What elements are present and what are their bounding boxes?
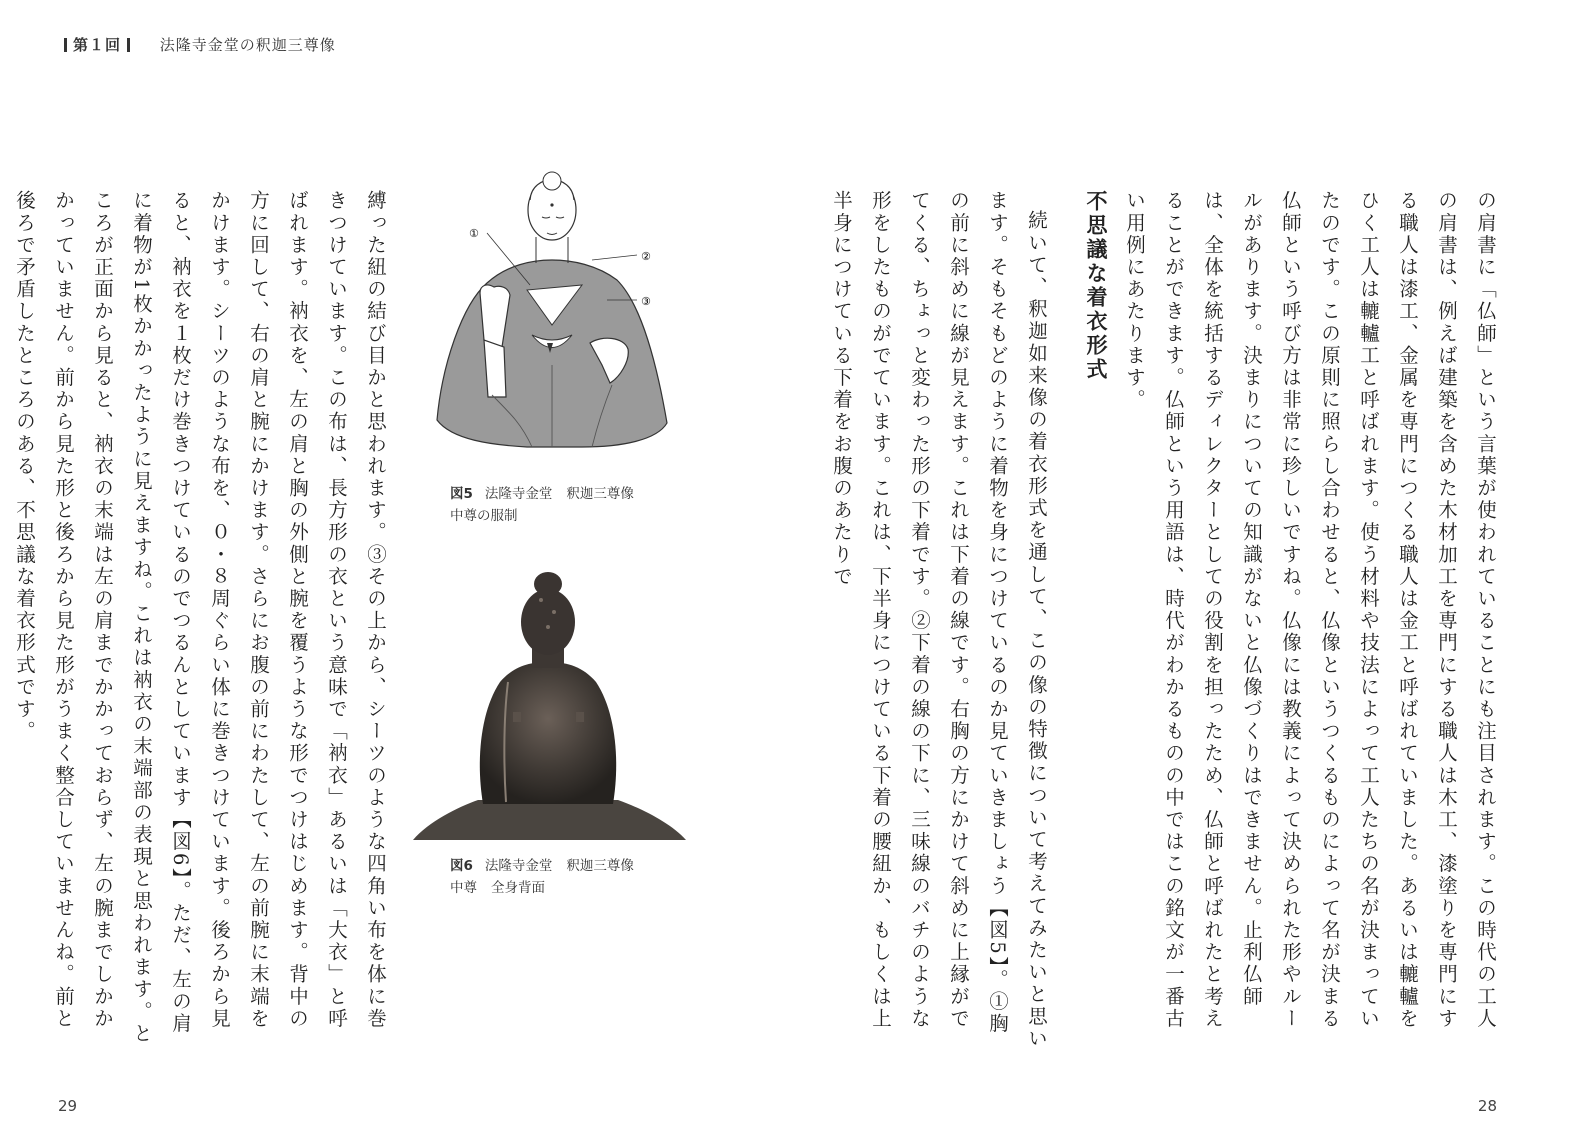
callout-2: ② [641,250,651,263]
body-paragraph: 続いて、釈迦如来像の着衣形式を通して、この像の特徴について考えてみたいと思います。そもそもどのように着物を身につけているのか見ていきましょう【図5】。①胸の前に斜めに線が見えます。これは下着の線です。右胸の方にかけて斜めに上縁がでてくる、ちょっと変わった形の下着です。②下着の線の下に、三味線のバチのような形をしたものがでています。これは、下半身につけている下着の腰紐か、もしくは上半身につけている下着をお腹のあたりで [830,190,1048,1050]
header-bar [64,38,67,52]
figure-5-robe-diagram [432,165,672,465]
callout-1: ① [469,227,479,240]
chapter-title: 法隆寺金堂の釈迦三尊像 [159,36,336,54]
body-paragraph: 縛った紐の結び目かと思われます。③その上から、シーツのような四角い布を体に巻きつけています。この布は、長方形の衣という意味で「衲衣」あるいは「大衣」と呼ばれます。衲衣を、左の肩と胸の外側と腕を覆うような形でつけはじめます。背中の方に回して、右の肩と腕にかけます。さらにお腹の前にわたして、左の前腕に末端をかけます。シーツのような布を、０・８周ぐらい体に巻きつけています。後ろから見ると、衲衣を１枚だけ巻きつけているのでつるんとしています【図6】。ただ、左の肩に着物が1枚かかったように見えますね。これは衲衣の末端部の表現と思われます。ところが正面から見ると、衲衣の末端は左の肩までかかっておらず、左の腕までしかかかっていません。前から見た形と後ろから見た形がうまく整合していませんね。前と後ろで矛盾したところのある、不思議な着衣形式です。 [13,190,387,1045]
running-header [58,34,336,55]
left-page-text [13,190,395,1050]
header-bar [127,38,130,52]
caption-text: 全身背面 [491,880,545,896]
body-paragraph: の肩書に「仏師」という言葉が使われていることにも注目されます。この時代の工人の肩書は、例えば建築を含めた木材加工を専門にする職人は木工、漆塗りを専門にする職人は漆工、金属を専門につくる職人は金工と呼ばれていました。あるいは轆轤をひく工人は轆轤工と呼ばれます。使う材料や技法によって工人たちの名が決まっていたのです。この原則に照らし合わせると、仏像というつくるものによって名が決まる仏師という呼び方は非常に珍しいですね。仏像には教義によって決められた形やルールがあります。決まりについての知識がないと仏像づくりはできません。止利仏師は、全体を統括するディレクターとしての役割を担ったため、仏師と呼ばれたと考えることができます。仏師という用語は、時代がわかるものの中ではこの銘文が一番古い用例にあたります。 [1123,190,1497,1030]
page-number-left: 29 [58,1097,78,1115]
caption-text: 中尊の服制 [450,508,518,524]
figure-6-statue-photo [408,572,688,847]
figure-label: 図5 [450,486,473,502]
caption-text: 釈迦三尊像 [566,486,634,502]
caption-text: 法隆寺金堂 [484,858,553,874]
caption-text: 釈迦三尊像 [566,858,634,874]
section-heading: 不思議な着衣形式 [1084,190,1108,382]
lesson-number: 第１回 [73,36,122,54]
figure-label: 図6 [450,858,473,874]
page-number-right: 28 [1477,1097,1497,1115]
right-page-text [830,190,1505,1050]
caption-text: 法隆寺金堂 [484,486,553,502]
callout-3: ③ [641,295,651,308]
figure-5-caption [450,483,634,527]
caption-text: 中尊 [450,880,477,896]
figure-6-caption [450,855,634,899]
